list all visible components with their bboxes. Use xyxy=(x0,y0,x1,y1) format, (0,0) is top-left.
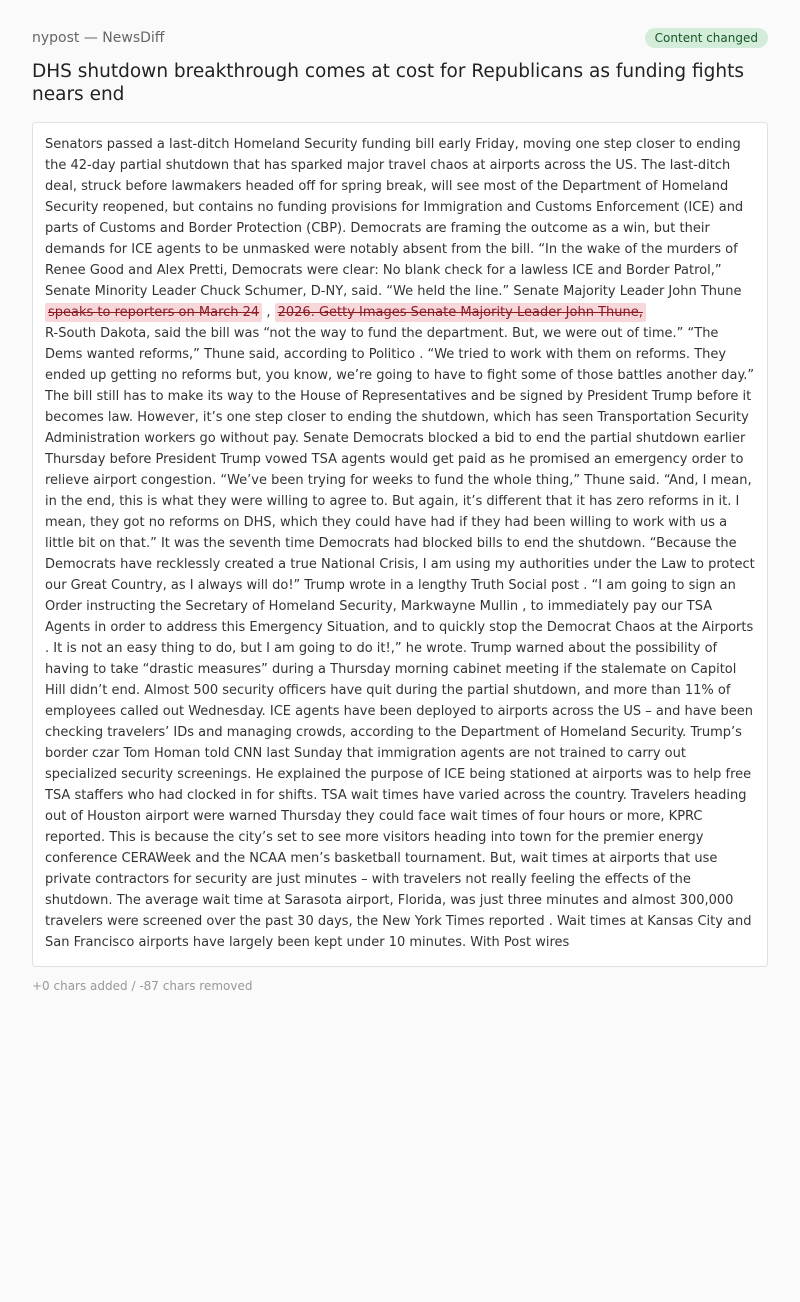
status-badge: Content changed xyxy=(645,28,768,48)
removed-text-2: 2026. Getty Images Senate Majority Leader John Thune, xyxy=(275,303,646,322)
unchanged-text-after: R-South Dakota, said the bill was “not the way to fund the department. But, we were out of time.” “The Dems wanted reforms,” Thune said, according to Politico . “We tried to work with them on reforms. They ended up getting no reforms but, you know, we’re going to have to fight some of those battles another day.” The bill still has to make its way to the House of Representatives and be signed by President Trump before it becomes law. However, it’s one step closer to ending the shutdown, which has seen Transportation Security Administration workers go without pay. Senate Democrats blocked a bid to end the partial shutdown earlier Thursday before President Trump vowed TSA agents would get paid as he promised an emergency order to relieve airport congestion. “We’ve been trying for weeks to fund the whole thing,” Thune said. “And, I mean, in the end, this is what they were willing to agree to. But again, it’s different that it has zero reforms in it. I mean, they got no reforms on DHS, which they could have had if they had been willing to work with us a little bit on that.” It was the seventh time Democrats had blocked bills to end the shutdown. “Because the Democrats have recklessly created a true National Crisis, I am using my authorities under the Law to protect our Great Country, as I always will do!” Trump wrote in a lengthy Truth Social post . “I am going to sign an Order instructing the Secretary of Homeland Security, Markwayne Mullin , to immediately pay our TSA Agents in order to address this Emergency Situation, and to quickly stop the Democrat Chaos at the Airports . It is not an easy thing to do, but I am going to do it!,” he wrote. Trump warned about the possibility of having to take “drastic measures” during a Thursday morning cabinet meeting if the stalemate on Capitol Hill didn’t end. Almost 500 security officers have quit during the partial shutdown, and more than 11% of employees called out Wednesday. ICE agents have been deployed to airports across the US – and have been checking travelers’ IDs and managing crowds, according to the Department of Homeland Security. Trump’s border czar Tom Homan told CNN last Sunday that immigration agents are not trained to carry out specialized security screenings. He explained the purpose of ICE being stationed at airports was to help free TSA staffers who had clocked in for shifts. TSA wait times have varied across the country. Travelers heading out of Houston airport were warned Thursday they could face wait times of four hours or more, KPRC reported. This is because the city’s set to see more visitors heading into town for the premier energy conference CERAWeek and the NCAA men’s basketball tournament. But, wait times at airports that use private contractors for security are just minutes – with travelers not really feeling the effects of the shutdown. The average wait time at Sarasota airport, Florida, was just three minutes and almost 300,000 travelers were screened over the past 30 days, the New York Times reported . Wait times at Kansas City and San Francisco airports have largely been kept under 10 minutes. With Post wires xyxy=(45,326,755,950)
source-label: nypost — NewsDiff xyxy=(32,30,165,46)
header-row xyxy=(32,27,768,49)
page-title: DHS shutdown breakthrough comes at cost for Republicans as funding fights nears end xyxy=(32,61,745,105)
removed-text-1: speaks to reporters on March 24 xyxy=(45,303,262,322)
diff-stats: +0 chars added / -87 chars removed xyxy=(32,979,253,993)
unchanged-separator: , xyxy=(266,305,271,320)
diff-content xyxy=(32,122,768,967)
unchanged-text-before: Senators passed a last-ditch Homeland Security funding bill early Friday, moving one step closer to ending the 42-day partial shutdown that has sparked major travel chaos at airports across the US. The last-ditch deal, struck before lawmakers headed off for spring break, will see most of the Department of Homeland Security reopened, but contains no funding provisions for Immigration and Customs Enforcement (ICE) and parts of Customs and Border Protection (CBP). Democrats are framing the outcome as a win, but their demands for ICE agents to be unmasked were notably absent from the bill. “In the wake of the murders of Renee Good and Alex Pretti, Democrats were clear: No blank check for a lawless ICE and Border Patrol,” Senate Minority Leader Chuck Schumer, D-NY, said. “We held the line.” Senate Majority Leader John Thune xyxy=(45,137,744,299)
